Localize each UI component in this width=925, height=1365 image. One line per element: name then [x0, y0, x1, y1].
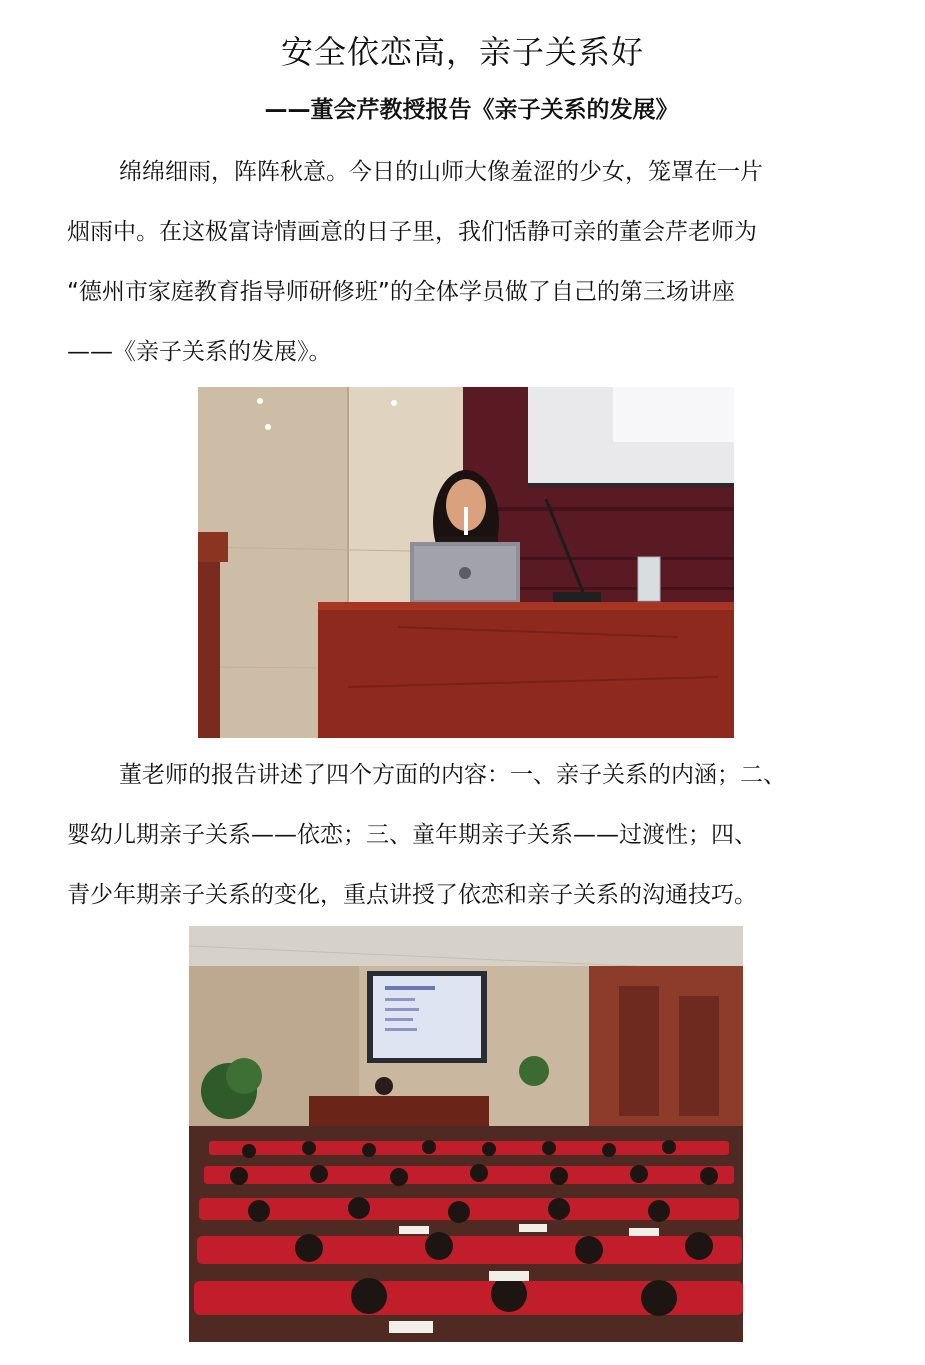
paragraph-line: 董老师的报告讲述了四个方面的内容：一、亲子关系的内涵；二、 — [119, 762, 786, 788]
lecture-hall-audience-photo — [189, 926, 743, 1342]
intro-paragraph — [67, 142, 867, 382]
paragraph-line: ——《亲子关系的发展》。 — [67, 339, 332, 365]
paragraph-line: 婴幼儿期亲子关系——依恋；三、童年期亲子关系——过渡性；四、 — [67, 822, 757, 848]
page-title: 安全依恋高，亲子关系好 — [280, 33, 644, 71]
paragraph-line: 绵绵细雨，阵阵秋意。今日的山师大像羞涩的少女，笼罩在一片 — [119, 159, 763, 185]
lecturer-at-podium-photo — [198, 387, 734, 738]
content-paragraph — [67, 745, 867, 925]
paragraph-line: “德州市家庭教育指导师研修班”的全体学员做了自己的第三场讲座 — [67, 279, 735, 305]
paragraph-line: 青少年期亲子关系的变化，重点讲授了依恋和亲子关系的沟通技巧。 — [67, 882, 757, 908]
paragraph-line: 烟雨中。在这极富诗情画意的日子里，我们恬静可亲的董会芹老师为 — [67, 219, 757, 245]
page-subtitle: ——董会芹教授报告《亲子关系的发展》 — [264, 97, 679, 123]
